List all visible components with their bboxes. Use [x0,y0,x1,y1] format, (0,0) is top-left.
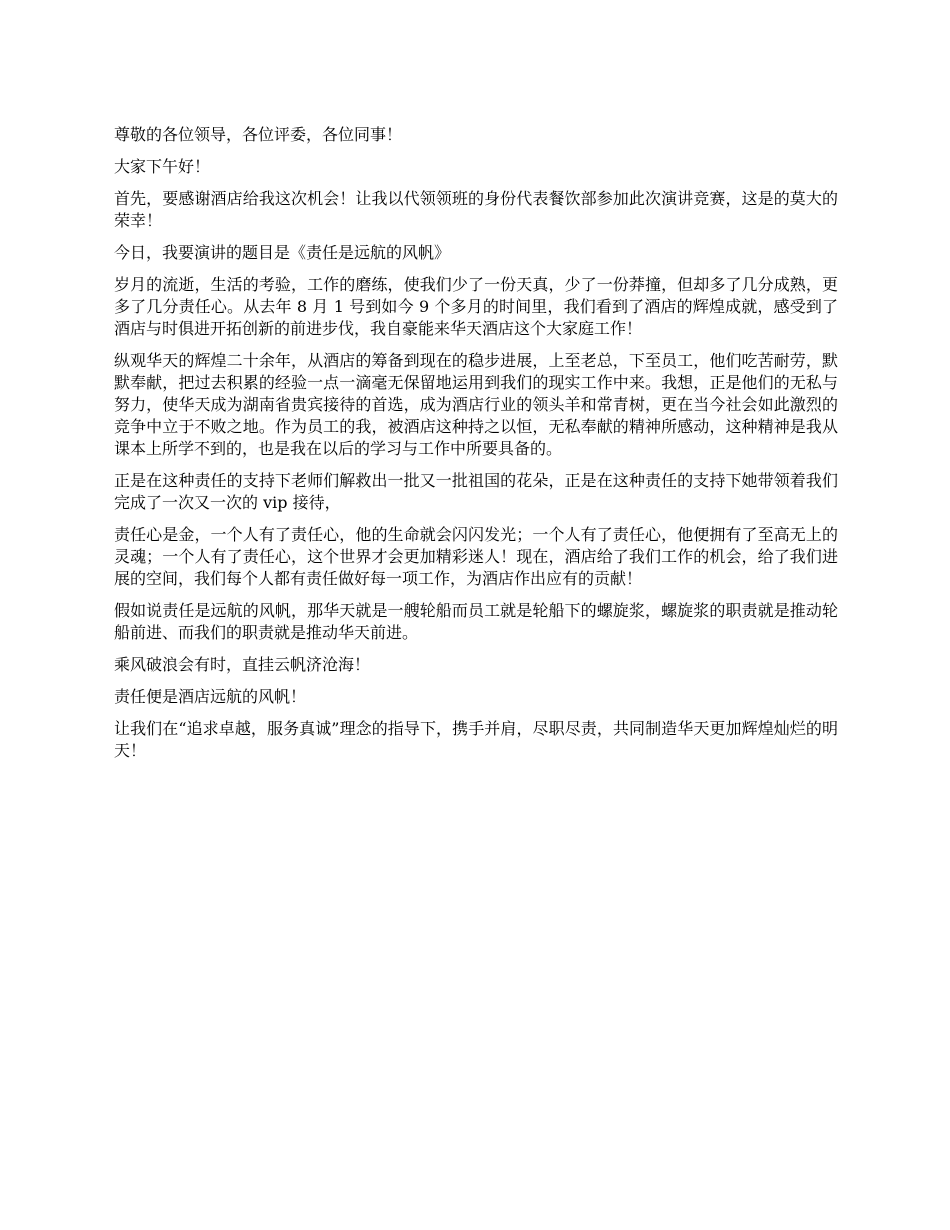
thanks-paragraph: 首先，要感谢酒店给我这次机会！让我以代领领班的身份代表餐饮部参加此次演讲竞赛，这是的莫大的荣幸！ [114,189,838,230]
salutation-paragraph: 大家下午好！ [114,157,211,176]
speech-body [114,124,838,772]
slogan-paragraph: 责任便是酒店远航的风帆！ [114,687,307,706]
body-paragraph: 假如说责任是远航的风帆，那华天就是一艘轮船而员工就是轮船下的螺旋浆，螺旋浆的职责就是推动轮船前进、而我们的职责就是推动华天前进。 [114,601,838,642]
body-paragraph: 岁月的流逝，生活的考验，工作的磨练，使我们少了一份天真，少了一份莽撞，但却多了几分成熟，更多了几分责任心。从去年 8 月 1 号到如今 9 个多月的时间里，我们看到了酒店的辉煌成就，感受到了酒店与时俱进开拓创新的前进步伐，我自豪能来华天酒店这个大家庭工作！ [114,275,838,338]
quote-paragraph: 乘风破浪会有时，直挂云帆济沧海！ [114,655,371,674]
topic-paragraph: 今日，我要演讲的题目是《责任是远航的风帆》 [114,243,451,262]
body-paragraph: 纵观华天的辉煌二十余年，从酒店的筹备到现在的稳步进展，上至老总，下至员工，他们吃苦耐劳，默默奉献，把过去积累的经验一点一滴毫无保留地运用到我们的现实工作中来。我想，正是他们的无私与努力，使华天成为湖南省贵宾接待的首选，成为酒店行业的领头羊和常青树，更在当今社会如此激烈的竞争中立于不败之地。作为员工的我，被酒店这种持之以恒，无私奉献的精神所感动，这种精神是我从课本上所学不到的，也是我在以后的学习与工作中所要具备的。 [114,351,838,458]
closing-paragraph: 让我们在“追求卓越，服务真诚”理念的指导下，携手并肩，尽职尽责，共同制造华天更加辉煌灿烂的明天！ [114,719,838,760]
greeting-paragraph: 尊敬的各位领导，各位评委，各位同事！ [114,125,403,144]
body-paragraph: 正是在这种责任的支持下老师们解救出一批又一批祖国的花朵，正是在这种责任的支持下她带领着我们完成了一次又一次的 vip 接待， [114,471,838,512]
body-paragraph: 责任心是金，一个人有了责任心，他的生命就会闪闪发光；一个人有了责任心，他便拥有了至高无上的灵魂；一个人有了责任心，这个世界才会更加精彩迷人！现在，酒店给了我们工作的机会，给了我们进展的空间，我们每个人都有责任做好每一项工作，为酒店作出应有的贡献！ [114,525,838,588]
